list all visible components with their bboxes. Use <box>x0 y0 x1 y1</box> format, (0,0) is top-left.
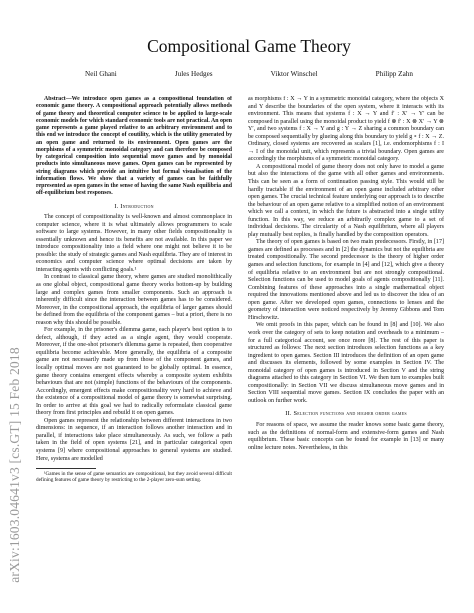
body-paragraph: A compositional model of game theory does not only have to model a game but also the interactions of the game with all other games and environments. This can be seen as a form of continuation passing style. This would still be hardly tractable if the environment of an open game included arbitrary other open games. The crucial technical feature underlying our approach is to describe the behaviour of an open game relative to a simplified notion of an environment which we call a context, in which the future is abstracted into a single utility function. In this way, we reduce an arbitrarily complex game to a set of individual decisions. The circularity of a Nash equilibrium, where all players play mutually best replies, is finally handled by the composition operators. <box>248 163 444 238</box>
body-paragraph: For example, in the prisoner's dilemma game, each player's best option is to defect, although, if they acted as a single agent, they would cooperate. Moreover, if the one-shot prisoner's dilemma game is repeated, then cooperative equilibria become achievable. More generally, the equilibria of a composite game are not necessarily made up from those of the component games, and locally optimal moves are not guaranteed to be globally optimal. In essence, game theory contains emergent effects whereby a composite system exhibits behaviours that are not (simple) functions of the behaviours of the components. Accordingly, emergent effects make compositionality very hard to achieve and the existence of a compositional model of game theory is somewhat surprising. In order to arrive at this goal we had to radically reformulate classical game theory from first principles and rebuild it on open games. <box>36 327 232 417</box>
body-paragraph: Open games represent the relationship between different interactions in two dimensions: in sequence, if an interaction follows another interaction and in parallel, if interactions take place simultaneously. As such, we follow a path taken in the field of open systems [21], and in particular categorical open systems [9] where compositional approaches to general systems are studied. Here, systems are modelled <box>36 417 232 462</box>
author-list <box>30 70 468 78</box>
section-heading-selection-functions: II. Selection functions and higher order games <box>285 410 407 418</box>
footnote-divider <box>36 468 96 469</box>
left-column <box>36 96 232 601</box>
paper-title: Compositional Game Theory <box>147 36 351 56</box>
body-paragraph: The concept of compositionality is well-known and almost commonplace in computer science, where it is what ultimately allows programmers to scale software to large systems. However, in many other fields compositionality is essentially unknown and hence its benefits are not available. In this paper we introduce compositionality into a field where one might not believe it to be possible: the study of strategic games and Nash equilibria. They are of interest in economics and computer science where optimal decisions are taken by interacting agents with conflicting goals.¹ <box>36 214 232 273</box>
abstract: Abstract—We introduce open games as a compositional foundation of economic game theory. A compositional approach potentially allows methods of game theory and theoretical computer science to be applied to large-scale economic models for which standard economic tools are not practical. An open game represents a game played relative to an arbitrary environment and to this end we introduce the concept of coutility, which is the utility generated by an open game and returned to its environment. Open games are the morphisms of a symmetric monoidal category and can therefore be composed by categorical composition into sequential move games and by monoidal products into simultaneous move games. Open games can be represented by string diagrams which provide an intuitive but formal visualisation of the information flows. We show that a variety of games can be faithfully represented as open games in the sense of having the same Nash equilibria and off-equilibrium best responses. <box>36 96 232 197</box>
section-heading-introduction: I. Introduction <box>114 202 154 210</box>
body-paragraph: For reasons of space, we assume the reader knows some basic game theory, such as the definitions of normal-form and extensive-form games and Nash equilibrium. These basic concepts can be found for example in [13] or many online lecture notes. Nevertheless, in this <box>248 421 444 451</box>
author-name: Jules Hedges <box>174 70 213 78</box>
arxiv-sidebar-stamp <box>4 330 26 600</box>
body-paragraph: We omit proofs in this paper, which can be found in [8] and [10]. We also work over the category of sets to keep notation and overheads to a minimum – for a full categorical account, see once more [8]. The rest of this paper is structured as follows: The next section introduces selection functions as a key ingredient to open games. Section III introduces the definition of an open game and discusses its elements, followed by some examples in Section IV. The monoidal category of open games is introduced in Section V and the string diagrams attached to this category in Section VI. We then turn to examples built compositionally: in Section VII we discuss simultaneous move games and in Section VIII sequential move games. Section IX concludes the paper with an outlook on further work. <box>248 322 444 404</box>
body-paragraph: The theory of open games is based on two main predecessors. Firstly, in [17] games are defined as processes and in [2] the dynamics but not the equilibria are treated compositionally. The second predecessor is the theory of higher order games and selection functions, for example in [4] and [12], which give a theory of equilibria relative to an environment but are not strongly compositional. Selection functions can be used to model goals of agents compositionally [11]. Combining features of these approaches into a single mathematical object required the innovations mentioned above and led us to discover the idea of an open game. After we developed open games, connections to lenses and the geometry of interaction were noticed respectively by Jeremy Gibbons and Tom Hirschowitz. <box>248 239 444 321</box>
body-paragraph: as morphisms f : X → Y in a symmetric monoidal category, where the objects X and Y describe the boundaries of the open system, where it interacts with its environment. This means that systems f : X → Y and f′ : X′ → Y′ can be composed in parallel using the monoidal product to yield f ⊗ f′ : X ⊗ X′ → Y ⊗ Y′, and two systems f : X → Y and g : Y → Z sharing a common boundary can be composed sequentially by glueing along this boundary to yield g ∘ f : X → Z. Ordinary, closed systems are recovered as scalars [1], i.e. endomorphisms f : I → I of the monoidal unit, which represents a trivial boundary. Open games are accordingly the morphisms of a symmetric monoidal category. <box>248 96 444 163</box>
arxiv-identifier: arXiv:1603.04641v3 [cs.GT] 15 Feb 2018 <box>7 347 22 583</box>
footnote: ¹Games in the sense of game semantics are compositional, but they avoid several difficult defining features of game theory by restricting to the 2-player zero-sum setting. <box>36 471 232 484</box>
author-name: Neil Ghani <box>85 70 117 78</box>
author-name: Viktor Winschel <box>270 70 318 78</box>
right-column <box>248 96 444 601</box>
body-paragraph: In contrast to classical game theory, where games are studied monolithically as one global object, compositional game theory works bottom-up by building large and complex games from smaller components. Such an approach is inherently difficult since the interaction between games has to be considered. Moreover, in the compositional approach, the equilibria of larger games should be defined from the equilibria of the component games – but a priori, there is no reason why this should be possible. <box>36 274 232 326</box>
author-name: Philipp Zahn <box>375 70 413 78</box>
